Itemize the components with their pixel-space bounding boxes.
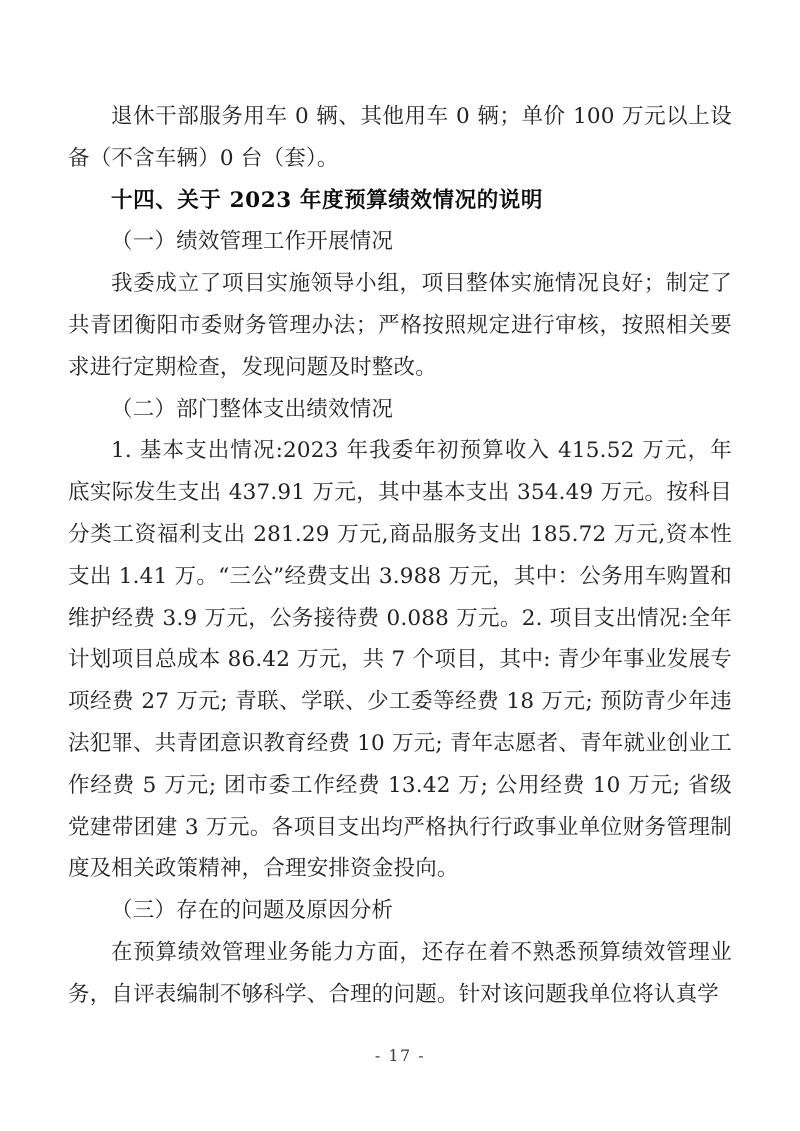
paragraph-problems-and-cause-analysis: 在预算绩效管理业务能力方面，还存在着不熟悉预算绩效管理业务，自评表编制不够科学、合理的问题。针对该问题我单位将认真学 <box>68 939 732 1007</box>
paragraph-departmental-expenditure-performance: 1. 基本支出情况:2023 年我委年初预算收入 415.52 万元，年底实际发生支出 437.91 万元，其中基本支出 354.49 万元。按科目分类工资福利支出 281.29 万元,商品服务支出 185.72 万元,资本性支出 1.41 万。“三公”经费支出 3.988 万元，其中：公务用车购置和维护经费 3.9 万元，公务接待费 0.088 万元。2. 项目支出情况:全年计划项目总成本 86.42 万元，共 7 个项目，其中: 青少年事业发展专项经费 27 万元; 青联、学联、少工委等经费 18 万元; 预防青少年违法犯罪、共青团意识教育经费 10 万元; 青年志愿者、青年就业创业工作经费 5 万元; 团市委工作经费 13.42 万; 公用经费 10 万元; 省级党建带团建 3 万元。各项目支出均严格执行行政事业单位财务管理制度及相关政策精神，合理安排资金投向。 <box>68 438 732 882</box>
page-content <box>68 96 732 1016</box>
paragraph-vehicle-equipment-continued: 退休干部服务用车 0 辆、其他用车 0 辆；单价 100 万元以上设备（不含车辆）0 台（套）。 <box>68 104 732 171</box>
page-number: - 17 - <box>374 1046 426 1065</box>
section-heading-fourteen: 十四、关于 2023 年度预算绩效情况的说明 <box>111 187 544 213</box>
subsection-heading-three: （三）存在的问题及原因分析 <box>111 898 394 924</box>
subsection-heading-one: （一）绩效管理工作开展情况 <box>111 229 394 255</box>
paragraph-performance-management-work: 我委成立了项目实施领导小组，项目整体实施情况良好；制定了共青团衡阳市委财务管理办法；严格按照规定进行审核，按照相关要求进行定期检查，发现问题及时整改。 <box>68 271 732 380</box>
subsection-heading-two: （二）部门整体支出绩效情况 <box>111 396 394 422</box>
